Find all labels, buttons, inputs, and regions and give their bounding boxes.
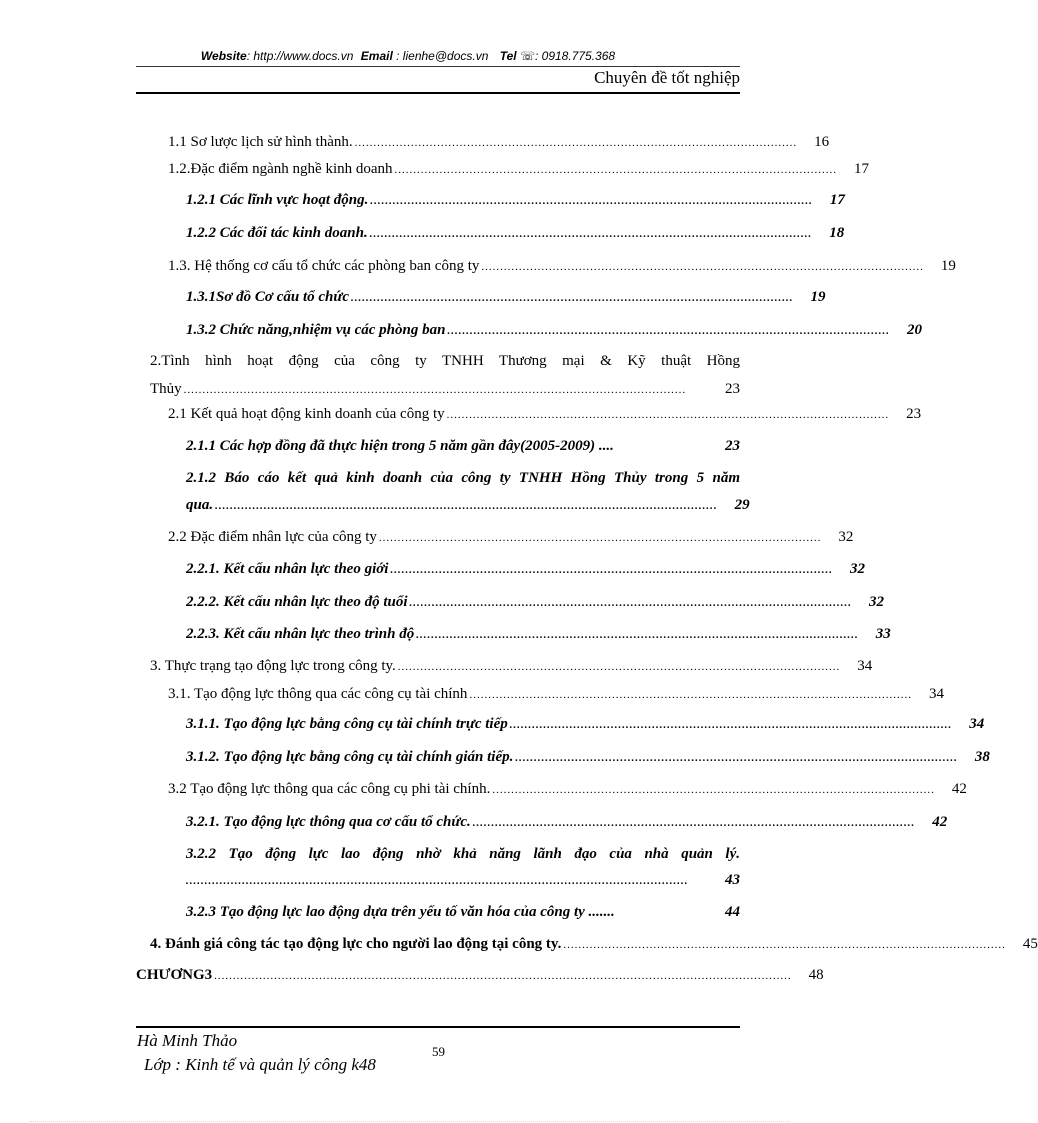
toc-entry-page: 33 bbox=[875, 626, 891, 642]
toc-entry-page: 20 bbox=[906, 322, 922, 338]
toc-leader-dots: ...................................................................................................................... bbox=[447, 325, 890, 337]
toc-entry-title: 3.2 Tạo động lực thông qua các công cụ phi tài chính. bbox=[168, 781, 491, 797]
toc-entry bbox=[168, 134, 830, 151]
page-number: 59 bbox=[432, 1044, 445, 1059]
toc-leader-dots: ...................................................................................................................................... bbox=[183, 384, 687, 396]
toc-entry-title: Thủy bbox=[150, 381, 182, 397]
toc-entry-page: 43 bbox=[725, 872, 740, 888]
toc-entry bbox=[168, 161, 870, 178]
toc-entry-page: 32 bbox=[838, 529, 854, 545]
toc-entry-page: 23 bbox=[725, 381, 740, 397]
toc-entry bbox=[150, 381, 740, 398]
toc-entry-page: 19 bbox=[940, 258, 956, 274]
phone-icon: ☏ bbox=[519, 49, 535, 63]
toc-entry-title: 3.1.1. Tạo động lực bằng công cụ tài chính trực tiếp bbox=[186, 716, 508, 732]
toc-entry-page: 42 bbox=[951, 781, 967, 797]
toc-leader-dots: ...................................................................................................................... bbox=[390, 564, 833, 576]
toc-entry bbox=[186, 289, 826, 306]
toc-leader-dots: ...................................................................................................................... bbox=[378, 532, 822, 544]
toc-entry-page: 38 bbox=[974, 749, 990, 765]
toc-entry-line1: 3.2.2 Tạo động lực lao động nhờ khả năng lãnh đạo của nhà quản lý. bbox=[186, 846, 740, 862]
toc-entry-title: 1.2.2 Các đối tác kinh doanh. bbox=[186, 225, 368, 241]
toc-entry-title: 1.2.Đặc điểm ngành nghề kinh doanh bbox=[168, 161, 393, 177]
toc-entry-title: 4. Đánh giá công tác tạo động lực cho người lao động tại công ty. bbox=[150, 936, 562, 952]
toc-entry-page: 16 bbox=[814, 134, 830, 150]
toc-entry-title: 2.2 Đặc điểm nhân lực của công ty bbox=[168, 529, 377, 545]
toc-entry bbox=[186, 438, 740, 455]
author-name: Hà Minh Thảo bbox=[137, 1031, 238, 1050]
toc-entry-page: 48 bbox=[808, 967, 824, 983]
document-subject: Chuyên đề tốt nghiệp bbox=[594, 68, 740, 87]
toc-leader-dots: ...................................................................................................................... bbox=[369, 228, 813, 240]
toc-entry-page: 17 bbox=[829, 192, 845, 208]
toc-entry-title: 1.3.1Sơ đồ Cơ cấu tổ chức bbox=[186, 289, 350, 305]
toc-leader-dots: ...................................................................................................................... bbox=[469, 689, 912, 701]
toc-leader-dots: ...................................................................................................................... bbox=[394, 164, 838, 176]
toc-entry-page: 17 bbox=[854, 161, 870, 177]
toc-entry-title: 2.1.1 Các hợp đồng đã thực hiện trong 5 năm gần đây(2005-2009) .... bbox=[186, 438, 614, 454]
toc-entry bbox=[186, 872, 740, 889]
toc-entry-title: qua. bbox=[186, 497, 214, 513]
toc-entry-title: 2.1 Kết quả hoạt động kinh doanh của công ty bbox=[168, 406, 445, 422]
toc-entry-title: 1.3.2 Chức năng,nhiệm vụ các phòng ban bbox=[186, 322, 446, 338]
toc-entry bbox=[168, 781, 967, 798]
subject-rule bbox=[136, 92, 740, 94]
toc-entry bbox=[186, 594, 885, 611]
toc-leader-dots: ...................................................................................................................... bbox=[416, 629, 859, 641]
toc-entry bbox=[168, 258, 956, 275]
email-value: : lienhe@docs.vn bbox=[396, 49, 489, 63]
toc-leader-dots: ...................................................................................................................... bbox=[481, 261, 924, 273]
toc-leader-dots: ...................................................................................................................... bbox=[409, 597, 853, 609]
toc-leader-dots: ...................................................................................................................... bbox=[446, 409, 890, 421]
toc-entry-page: 23 bbox=[725, 438, 740, 454]
toc-entry bbox=[186, 225, 845, 242]
toc-leader-dots: .......................................................................................................................................................... bbox=[214, 970, 792, 982]
email-label: Email bbox=[360, 49, 393, 63]
tel-label: Tel bbox=[499, 49, 517, 63]
toc-leader-dots: ...................................................................................................................................... bbox=[215, 500, 718, 512]
toc-entry-title: 2.2.2. Kết cấu nhân lực theo độ tuổi bbox=[186, 594, 408, 610]
toc-leader-dots: ...................................................................................................................... bbox=[563, 939, 1006, 951]
toc-entry-title: 3.1.2. Tạo động lực bằng công cụ tài chính gián tiếp. bbox=[186, 749, 514, 765]
toc-entry-page: 23 bbox=[906, 406, 922, 422]
toc-entry bbox=[186, 626, 891, 643]
toc-entry-page: 44 bbox=[725, 904, 740, 920]
toc-leader-dots: ...................................................................................................................... bbox=[351, 292, 794, 304]
toc-leader-dots: ...................................................................................................................................... bbox=[186, 875, 689, 887]
toc-entry-page: 42 bbox=[932, 814, 948, 830]
toc-entry-title: 3. Thực trạng tạo động lực trong công ty. bbox=[150, 658, 396, 674]
toc-entry bbox=[186, 497, 750, 514]
toc-entry bbox=[186, 561, 865, 578]
toc-entry bbox=[186, 322, 922, 339]
toc-entry-title: 1.2.1 Các lĩnh vực hoạt động. bbox=[186, 192, 369, 208]
toc-leader-dots: ...................................................................................................................... bbox=[397, 661, 841, 673]
toc-entry-page: 29 bbox=[734, 497, 750, 513]
toc-entry bbox=[150, 936, 1038, 953]
toc-entry-title: CHƯƠNG3 bbox=[136, 967, 213, 983]
toc-entry-line1: 2.1.2 Báo cáo kết quả kinh doanh của công ty TNHH Hồng Thủy trong 5 năm bbox=[186, 470, 740, 486]
toc-leader-dots: ...................................................................................................................... bbox=[492, 784, 935, 796]
toc-entry bbox=[186, 192, 845, 209]
toc-entry-page: 19 bbox=[810, 289, 826, 305]
class-info: Lớp : Kinh tế và quản lý công k48 bbox=[144, 1055, 376, 1074]
page-bottom-border bbox=[30, 1121, 790, 1122]
toc-entry-page: 34 bbox=[969, 716, 985, 732]
toc-leader-dots: ...................................................................................................................... bbox=[509, 719, 953, 731]
toc-entry bbox=[136, 967, 824, 984]
header-rule bbox=[136, 66, 740, 67]
toc-entry-page: 32 bbox=[869, 594, 885, 610]
toc-leader-dots: ...................................................................................................................... bbox=[472, 817, 916, 829]
toc-entry-page: 34 bbox=[928, 686, 944, 702]
toc-entry-title: 1.3. Hệ thống cơ cấu tổ chức các phòng ban công ty bbox=[168, 258, 480, 274]
toc-entry-page: 45 bbox=[1022, 936, 1038, 952]
website-label: Website bbox=[200, 49, 247, 63]
toc-entry-title: 2.2.1. Kết cấu nhân lực theo giới bbox=[186, 561, 389, 577]
toc-leader-dots: ...................................................................................................................... bbox=[370, 195, 813, 207]
website-value: : http://www.docs.vn bbox=[246, 49, 354, 63]
toc-entry bbox=[186, 814, 948, 831]
toc-entry-title: 1.1 Sơ lược lịch sử hình thành. bbox=[168, 134, 353, 150]
toc-leader-dots: ...................................................................................................................... bbox=[515, 752, 958, 764]
toc-entry bbox=[150, 658, 873, 675]
toc-entry bbox=[186, 904, 740, 921]
toc-entry bbox=[168, 406, 922, 423]
toc-entry bbox=[168, 686, 944, 703]
footer-rule bbox=[136, 1026, 740, 1028]
tel-value: : 0918.775.368 bbox=[534, 49, 616, 63]
toc-entry-title: 3.2.3 Tạo động lực lao động dựa trên yếu tố văn hóa của công ty ....... bbox=[186, 904, 615, 920]
toc-entry-line1: 2.Tình hình hoạt động của công ty TNHH Thương mại & Kỹ thuật Hồng bbox=[150, 353, 740, 369]
toc-entry-title: 3.1. Tạo động lực thông qua các công cụ tài chính bbox=[168, 686, 468, 702]
toc-entry bbox=[168, 529, 854, 546]
toc-entry-page: 18 bbox=[829, 225, 845, 241]
toc-entry-page: 34 bbox=[857, 658, 873, 674]
website-contact-line bbox=[0, 49, 816, 63]
toc-entry-page: 32 bbox=[849, 561, 865, 577]
toc-entry bbox=[186, 716, 985, 733]
toc-entry-title: 3.2.1. Tạo động lực thông qua cơ cấu tổ chức. bbox=[186, 814, 471, 830]
toc-entry-title: 2.2.3. Kết cấu nhân lực theo trình độ bbox=[186, 626, 415, 642]
toc-entry bbox=[186, 749, 990, 766]
toc-leader-dots: ...................................................................................................................... bbox=[354, 137, 798, 149]
